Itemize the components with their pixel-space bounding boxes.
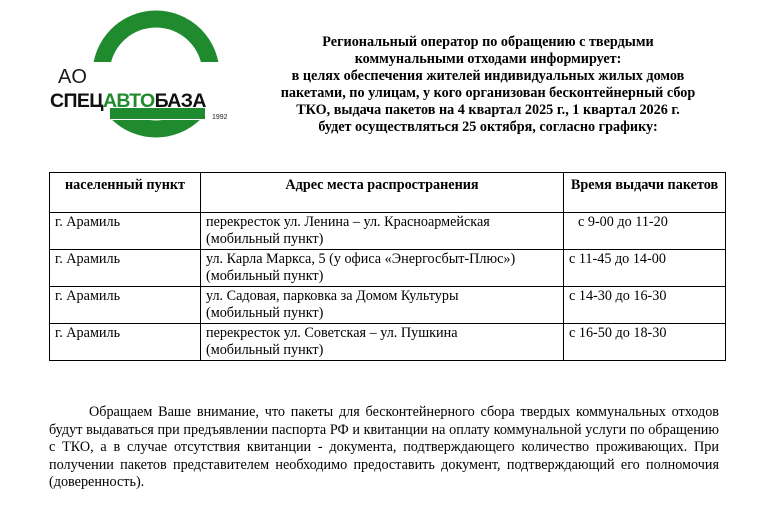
table-row (50, 213, 726, 250)
logo-brand-part3: БАЗА (154, 90, 206, 112)
column-header-address: Адрес места распространения (201, 173, 564, 213)
header-line: будет осуществляться 25 октября, согласно графику: (318, 119, 658, 135)
distribution-schedule-table (49, 172, 726, 361)
notice-paragraph (49, 404, 719, 492)
logo-ao-text: АО (58, 66, 88, 88)
cell-time: с 14-30 до 16-30 (564, 287, 726, 324)
cell-time: с 11-45 до 14-00 (564, 250, 726, 287)
column-header-locality: населенный пункт (50, 173, 201, 213)
logo-brand-text (50, 90, 206, 113)
header-line: Региональный оператор по обращению с твердыми (322, 34, 654, 50)
address-note: (мобильный пункт) (206, 231, 324, 247)
notice-text: Обращаем Ваше внимание, что пакеты для бесконтейнерного сбора твердых коммунальных отходов будут выдаваться при предъявлении паспорта РФ и квитанции на оплату коммунальной услуги по обращению с ТКО, а в случае отсутствия квитанции - документа, подтверждающего количество проживающих. При получении пакетов представителем необходимо предоставить документ, подтверждающий его полномочия (доверенность). (49, 404, 719, 490)
address-note: (мобильный пункт) (206, 268, 324, 284)
cell-locality: г. Арамиль (50, 287, 201, 324)
address-text: перекресток ул. Советская – ул. Пушкина (206, 325, 458, 341)
header-line: пакетами, по улицам, у кого организован бесконтейнерный сбор (280, 85, 696, 101)
table-row (50, 250, 726, 287)
logo-brand-part2: АВТО (102, 90, 155, 112)
cell-address (201, 213, 564, 250)
logo-brand-part1: СПЕЦ (50, 90, 103, 112)
announcement-header (258, 34, 718, 136)
address-note: (мобильный пункт) (206, 342, 324, 358)
cell-address (201, 287, 564, 324)
address-text: ул. Карла Маркса, 5 (у офиса «Энергосбыт-Плюс») (206, 251, 516, 267)
table-row (50, 287, 726, 324)
cell-locality: г. Арамиль (50, 324, 201, 361)
company-logo (44, 10, 254, 140)
cell-time: с 9-00 до 11-20 (564, 213, 726, 250)
logo-year: 1992 (212, 114, 228, 121)
header-line: коммунальными отходами информирует: (354, 51, 622, 67)
header-line: в целях обеспечения жителей индивидуальных жилых домов (291, 68, 685, 84)
address-text: перекресток ул. Ленина – ул. Красноармейская (206, 214, 490, 230)
cell-locality: г. Арамиль (50, 213, 201, 250)
cell-address (201, 324, 564, 361)
cell-locality: г. Арамиль (50, 250, 201, 287)
address-note: (мобильный пункт) (206, 305, 324, 321)
header-line: ТКО, выдача пакетов на 4 квартал 2025 г., 1 квартал 2026 г. (296, 102, 680, 118)
column-header-time: Время выдачи пакетов (564, 173, 726, 213)
address-text: ул. Садовая, парковка за Домом Культуры (206, 288, 459, 304)
cell-address (201, 250, 564, 287)
cell-time: с 16-50 до 18-30 (564, 324, 726, 361)
table-row (50, 324, 726, 361)
table-header-row (50, 173, 726, 213)
